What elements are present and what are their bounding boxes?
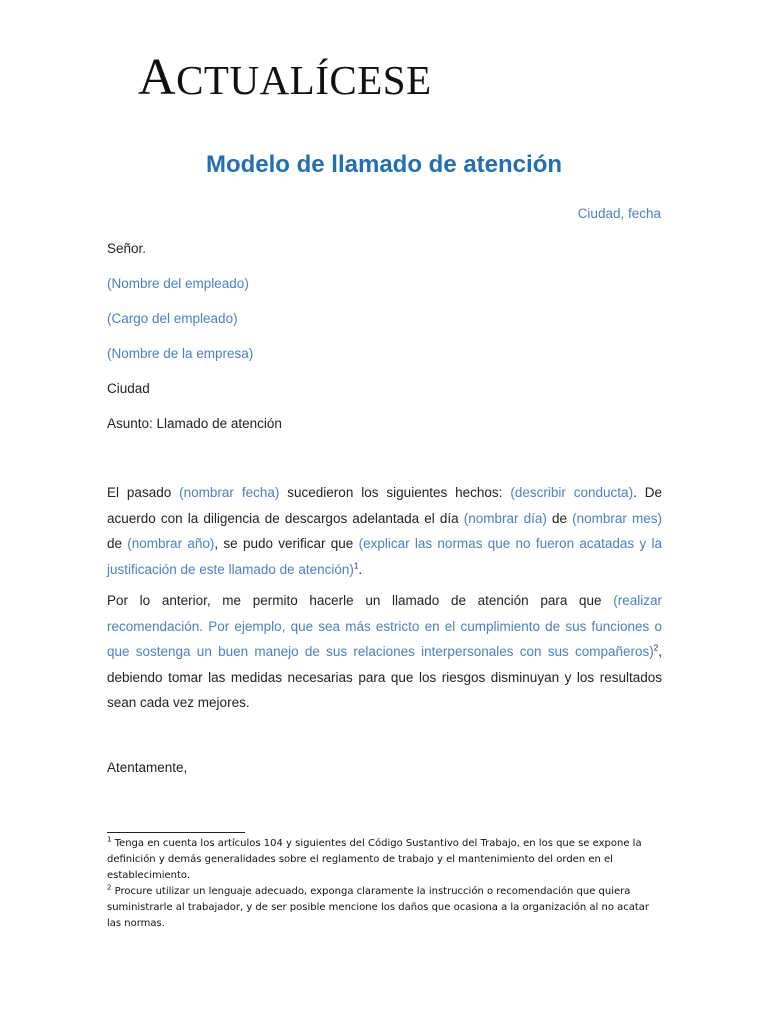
norms-placeholder: (explicar las normas que no fueron acatadas y la justificación de este llamado de atención) (107, 536, 662, 577)
p2-text: , debiendo tomar las medidas necesarias para que los riesgos disminuyan y los resultados sean cada vez mejores. (107, 644, 662, 710)
footnote-text: Procure utilizar un lenguaje adecuado, exponga claramente la instrucción o recomendación que quiera suministrarle al trabajador, y de ser posible mencione los daños que ocasiona a la organización al no acatar las normas. (107, 886, 650, 929)
p1-text: de (107, 536, 128, 551)
closing: Atentamente, (107, 760, 188, 775)
actualicese-logo (138, 49, 432, 106)
date-placeholder: (nombrar fecha) (179, 485, 280, 500)
p1-text: . (358, 561, 363, 577)
p2-text: Por lo anterior, me permito hacerle un llamado de atención para que (107, 593, 614, 608)
logo-rest: CTUALÍCESE (176, 57, 432, 103)
footnote-divider (107, 832, 245, 833)
p1-text: El pasado (107, 485, 180, 500)
company-name-placeholder: (Nombre de la empresa) (107, 346, 254, 361)
footnote-text: Tenga en cuenta los artículos 104 y siguientes del Código Sustantivo del Trabajo, en los que se expone la definición y demás generalidades sobre el reglamento de trabajo y el mantenimiento del orden en el establecimiento. (107, 838, 642, 881)
month-placeholder: (nombrar mes) (572, 510, 662, 526)
salutation: Señor. (107, 241, 147, 256)
body-paragraph-1 (107, 480, 662, 582)
p1-text: de (546, 510, 573, 526)
year-placeholder: (nombrar año) (127, 536, 215, 551)
subject-line: Asunto: Llamado de atención (107, 416, 282, 431)
footnote-1 (107, 836, 662, 884)
logo-initial: A (138, 49, 177, 106)
footnote-ref-1: 1 (353, 561, 359, 570)
day-placeholder: (nombrar día) (463, 510, 547, 526)
p1-text: sucedieron los siguientes hechos: (279, 485, 511, 500)
recommendation-placeholder: (realizar recomendación. Por ejemplo, que sea más estricto en el cumplimiento de sus funciones o que sostenga un buen manejo de sus relaciones interpersonales con sus compañeros) (107, 593, 662, 659)
footnote-2 (107, 884, 662, 932)
body-paragraph-2 (107, 588, 662, 716)
p1-text: . De acuerdo con la diligencia de descargos adelantada el día (107, 485, 662, 526)
city-date-placeholder: Ciudad, fecha (577, 206, 661, 221)
footnote-ref-2: 2 (653, 643, 659, 653)
p1-text: , se pudo verificar que (214, 536, 359, 551)
employee-name-placeholder: (Nombre del empleado) (107, 276, 249, 291)
footnote-number: 1 (107, 835, 112, 844)
employee-position-placeholder: (Cargo del empleado) (107, 311, 238, 326)
document-title: Modelo de llamado de atención (205, 151, 563, 178)
conduct-placeholder: (describir conducta) (510, 485, 634, 500)
city-line: Ciudad (107, 381, 150, 396)
footnote-number: 2 (107, 883, 112, 892)
